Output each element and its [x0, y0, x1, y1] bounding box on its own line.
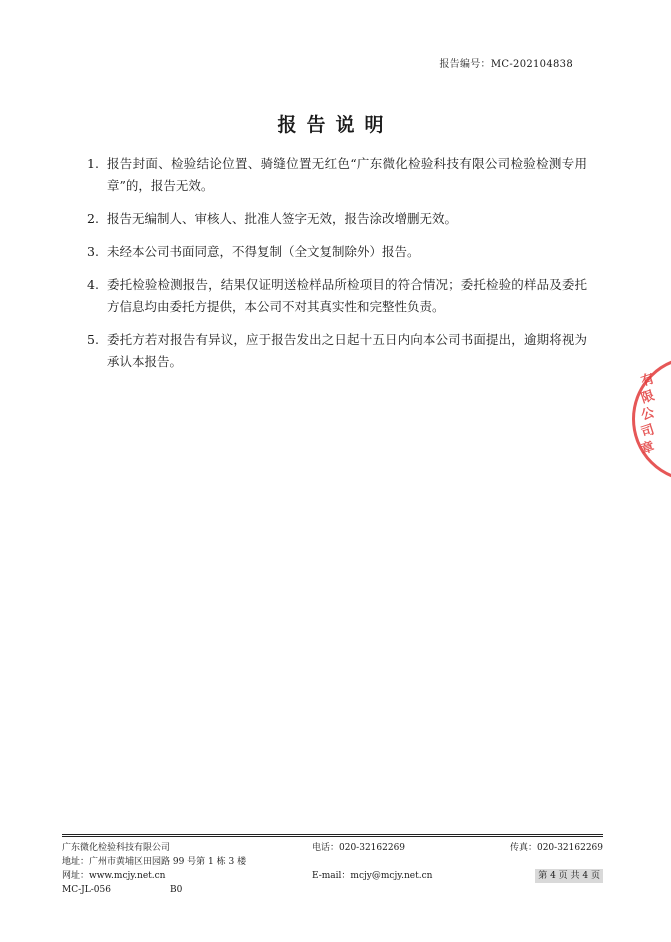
item-number: 2.	[87, 211, 99, 226]
list-item	[87, 274, 587, 318]
item-number: 5.	[87, 332, 99, 347]
footer-website: 网址：www.mcjy.net.cn	[62, 871, 166, 881]
list-item	[87, 241, 587, 263]
item-text: 未经本公司书面同意，不得复制（全文复制除外）报告。	[107, 244, 420, 259]
list-item	[87, 208, 587, 230]
notes-list	[87, 153, 587, 384]
footer-company: 广东微化检验科技有限公司	[62, 843, 171, 853]
footer-phone: 电话：020-32162269	[312, 843, 406, 853]
footer-divider	[62, 834, 603, 835]
footer-fax: 传真：020-32162269	[509, 843, 603, 853]
form-version: B0	[170, 885, 183, 895]
footer-divider	[62, 836, 603, 837]
item-number: 1.	[87, 156, 99, 171]
form-number: MC-JL-056	[62, 885, 111, 895]
item-text: 报告封面、检验结论位置、骑缝位置无红色“广东微化检验科技有限公司检验检测专用章”的，报告无效。	[107, 156, 587, 193]
footer-address: 地址：广州市黄埔区田园路 99 号第 1 栋 3 楼	[62, 857, 247, 867]
page-title: 报告说明	[277, 114, 394, 136]
report-number: 报告编号：MC-202104838	[439, 59, 573, 70]
company-seal-text: 有 限 公 司 章	[639, 371, 657, 458]
item-text: 委托方若对报告有异议，应于报告发出之日起十五日内向本公司书面提出，逾期将视为承认本报告。	[107, 332, 587, 369]
page-number: 第 4 页 共 4 页	[535, 869, 603, 883]
item-number: 4.	[87, 277, 99, 292]
item-text: 报告无编制人、审核人、批准人签字无效，报告涂改增删无效。	[107, 211, 458, 226]
item-text: 委托检验检测报告，结果仅证明送检样品所检项目的符合情况；委托检验的样品及委托方信息均由委托方提供，本公司不对其真实性和完整性负责。	[107, 277, 587, 314]
list-item	[87, 329, 587, 373]
list-item	[87, 153, 587, 197]
item-number: 3.	[87, 244, 99, 259]
footer-email: E-mail：mcjy@mcjy.net.cn	[312, 871, 433, 881]
